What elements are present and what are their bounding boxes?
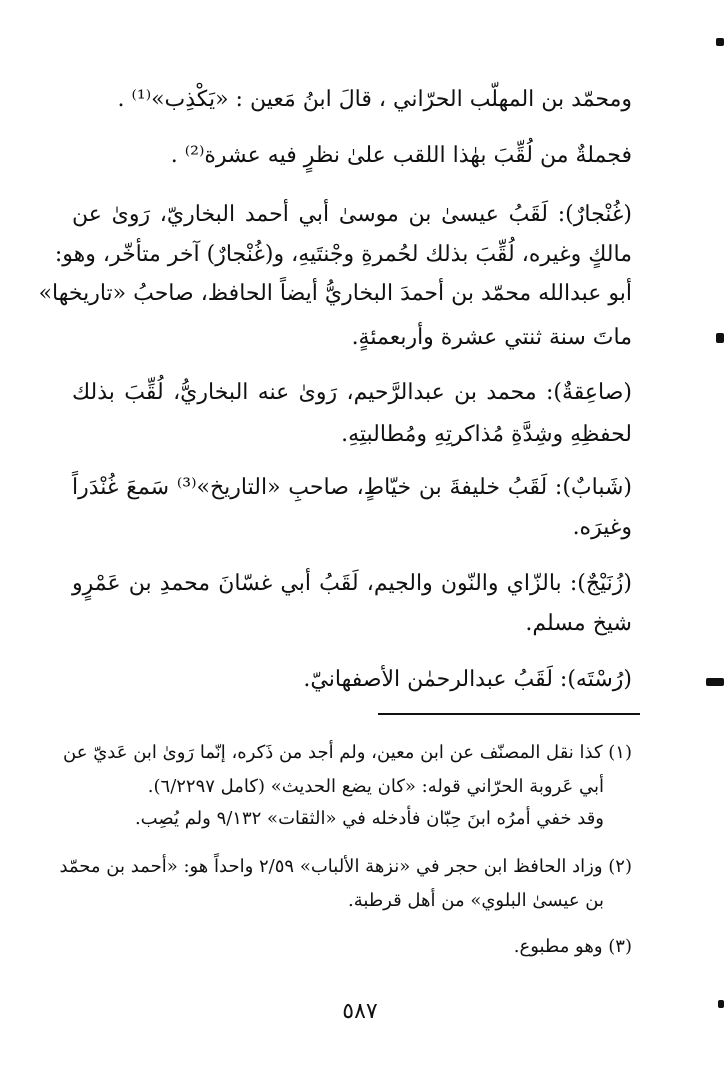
body-line: مالكٍ وغيره، لُقِّبَ بذلك لحُمرةِ وجْنتَيهِ، و(غُنْجارٌ) آخر متأخّر، وهو:	[54, 242, 632, 267]
body-line: (غُنْجارٌ): لَقَبُ عيسىٰ بن موسىٰ أبي أحمد البخاريّ، رَوىٰ عن	[72, 202, 632, 227]
body-line: (شَبابٌ): لَقَبُ خليفةَ بن خيّاطٍ، صاحبِ «التاريخ»⁽³⁾ سَمعَ غُنْدَراً	[72, 475, 632, 500]
body-line: (رُسْتَه): لَقَبُ عبدالرحمٰن الأصفهانيّ.	[303, 667, 632, 692]
footnote-line: (٣) وهو مطبوع.	[513, 936, 632, 957]
body-line: (صاعِقةٌ): محمد بن عبدالرَّحيم، رَوىٰ عنه البخاريُّ، لُقِّبَ بذلك	[72, 380, 632, 405]
body-line: (زُنَيْجٌ): بالزّاي والنّون والجيم، لَقَبُ أبي غسّانَ محمدِ بن عَمْرٍو	[72, 571, 632, 596]
body-line: ومحمّد بن المهلّب الحرّاني ، قالَ ابنُ مَعين : «يَكْذِب»⁽¹⁾ .	[117, 87, 632, 112]
body-line: وغيرَه.	[572, 515, 632, 540]
page-number: ٥٨٧	[342, 999, 378, 1024]
scan-edge-mark	[718, 1000, 724, 1008]
footnote-line: وقد خفي أمرُه ابنَ حِبّان فأدخله في «الثقات» ٩/١٣٢ ولم يُصِب.	[134, 808, 604, 829]
footnote-line: (١) كذا نقل المصنّف عن ابن معين، ولم أجد من ذَكره، إنّما رَوىٰ ابن عَديّ عن	[63, 742, 632, 763]
footnote-separator	[378, 713, 640, 715]
body-line: لحفظِهِ وشِدَّةِ مُذاكرتِهِ ومُطالبتِهِ.	[341, 422, 632, 447]
body-line: أبو عبدالله محمّد بن أحمدَ البخاريُّ أيضاً الحافظ، صاحبُ «تاريخها»	[38, 281, 632, 306]
scan-edge-mark	[706, 678, 724, 686]
body-line: شيخ مسلم.	[525, 611, 632, 636]
body-line: ماتَ سنة ثنتي عشرة وأربعمئةٍ.	[351, 325, 632, 350]
scan-edge-mark	[716, 333, 724, 343]
footnote-line: (٢) وزاد الحافظ ابن حجر في «نزهة الألباب» ٢/٥٩ واحداً هو: «أحمد بن محمّد	[59, 856, 632, 877]
footnote-line: أبي عَروبة الحرّاني قوله: «كان يضع الحديث» (كامل ٦/٢٢٩٧).	[147, 776, 604, 797]
footnote-line: بن عيسىٰ البلوي» من أهل قرطبة.	[348, 890, 604, 911]
scan-edge-mark	[716, 38, 724, 46]
body-line: فجملةٌ من لُقِّبَ بهٰذا اللقب علىٰ نظرٍ فيه عشرة⁽²⁾ .	[170, 143, 632, 168]
